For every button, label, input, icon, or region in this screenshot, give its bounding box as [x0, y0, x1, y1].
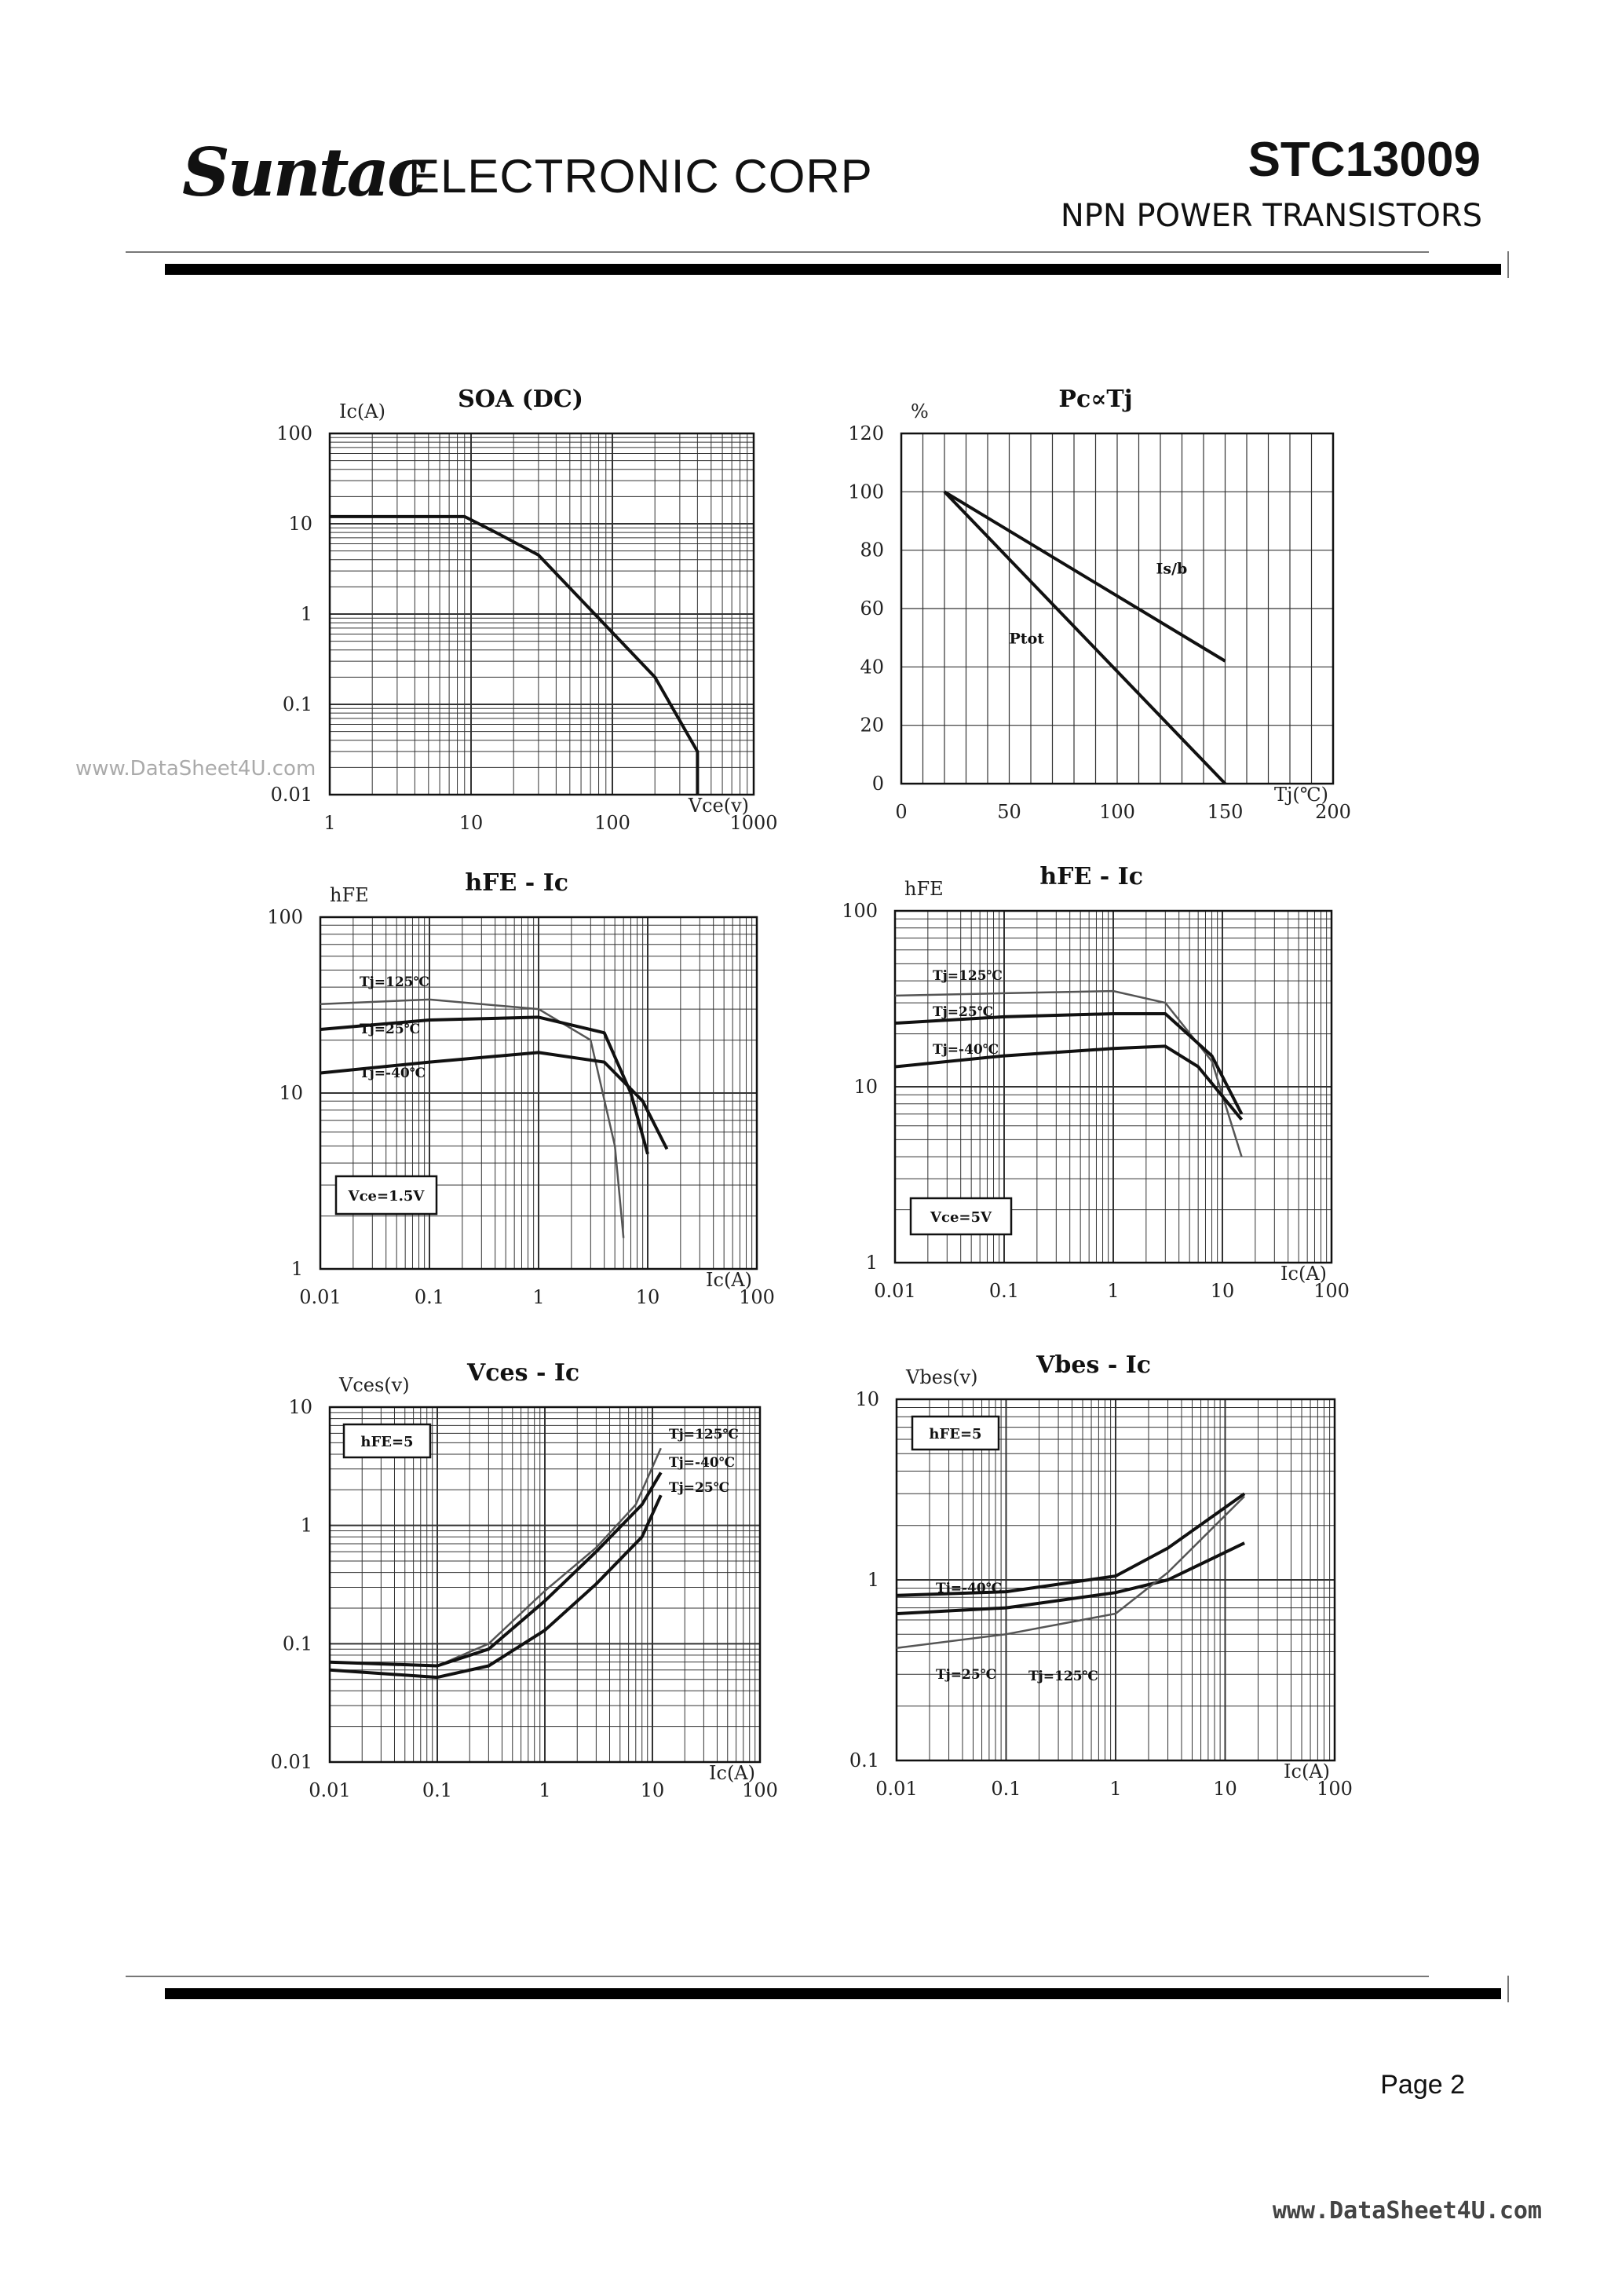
x-axis-label: Ic(A): [1280, 1263, 1327, 1285]
x-tick-label: 10: [1213, 1778, 1237, 1800]
series-label: Tj=-40℃: [669, 1455, 736, 1471]
y-axis-label: %: [911, 400, 929, 422]
x-tick-label: 0: [895, 801, 908, 823]
company-name: ELECTRONIC CORP: [408, 150, 873, 203]
series-label: Tj=125℃: [360, 974, 429, 990]
y-tick-label: 100: [848, 481, 884, 503]
x-tick-label: 100: [594, 812, 630, 834]
y-axis-label: hFE: [904, 878, 944, 900]
x-tick-label: 1: [1109, 1778, 1122, 1800]
series-label: Tj=125℃: [933, 968, 1003, 984]
x-tick-label: 50: [997, 801, 1021, 823]
x-tick-label: 10: [1210, 1280, 1235, 1302]
x-tick-label: 100: [1317, 1778, 1353, 1800]
y-tick-label: 10: [288, 1396, 312, 1418]
series-label: Tj=-40℃: [933, 1042, 999, 1058]
x-tick-label: 0.1: [422, 1779, 453, 1801]
y-tick-label: 1: [300, 603, 312, 625]
y-tick-label: 0.1: [849, 1749, 879, 1771]
chart-hfe_ic_2: [842, 863, 1350, 1302]
chart-vbes_ic: [849, 1351, 1353, 1800]
y-tick-label: 80: [860, 539, 884, 561]
series-label: Tj=25℃: [936, 1667, 997, 1683]
x-tick-label: 100: [1099, 801, 1135, 823]
legend-text: Vce=5V: [930, 1209, 992, 1226]
annotation-label: Is/b: [1156, 560, 1188, 578]
x-axis-label: Ic(A): [709, 1762, 755, 1784]
series-line: [320, 1017, 648, 1153]
y-tick-label: 100: [267, 906, 303, 928]
y-tick-label: 10: [288, 513, 312, 535]
part-number: STC13009: [1248, 133, 1481, 187]
chart-title: Vces - Ic: [467, 1359, 580, 1387]
x-tick-label: 0.01: [309, 1779, 351, 1801]
series-label: Tj=125℃: [1028, 1669, 1098, 1684]
y-tick-label: 0.01: [270, 1751, 312, 1773]
footer-watermark: www.DataSheet4U.com: [1272, 2197, 1542, 2225]
series-label: Tj=25℃: [669, 1480, 730, 1496]
series-line: [944, 492, 1226, 784]
company-logo-script: Suntac: [182, 133, 426, 211]
y-tick-label: 120: [848, 422, 884, 444]
x-tick-label: 10: [458, 812, 484, 834]
x-tick-label: 1: [539, 1779, 551, 1801]
y-tick-label: 60: [860, 598, 884, 620]
page-number: Page 2: [1380, 2070, 1465, 2100]
y-tick-label: 10: [853, 1076, 878, 1098]
x-axis-label: Vce(v): [688, 795, 749, 817]
x-tick-label: 1: [532, 1286, 545, 1308]
y-axis-label: Vbes(v): [906, 1366, 978, 1388]
legend-text: hFE=5: [360, 1434, 414, 1450]
x-axis-label: Tj(℃): [1273, 784, 1328, 806]
y-tick-label: 10: [279, 1082, 303, 1104]
x-axis-label: Ic(A): [1284, 1760, 1330, 1782]
chart-grid: [897, 1399, 1335, 1760]
x-tick-label: 10: [640, 1779, 665, 1801]
series-label: Tj=25℃: [360, 1022, 421, 1037]
product-subtitle: NPN POWER TRANSISTORS: [1060, 198, 1482, 234]
y-axis-label: hFE: [330, 884, 369, 906]
y-tick-label: 0.1: [282, 693, 312, 715]
chart-title: Vbes - Ic: [1036, 1351, 1152, 1379]
y-tick-label: 1: [290, 1258, 303, 1280]
x-tick-label: 1: [1107, 1280, 1120, 1302]
y-tick-label: 0.1: [282, 1632, 312, 1655]
series-line: [330, 1448, 661, 1665]
y-tick-label: 10: [855, 1388, 879, 1410]
y-tick-label: 0: [871, 773, 884, 795]
chart-title: hFE - Ic: [465, 869, 569, 897]
series-line: [330, 1495, 661, 1677]
x-tick-label: 10: [635, 1286, 660, 1308]
chart-title: hFE - Ic: [1039, 863, 1144, 890]
y-tick-label: 100: [276, 422, 312, 444]
series-label: Tj=-40℃: [936, 1581, 1003, 1596]
chart-vces_ic: [271, 1359, 778, 1801]
chart-hfe_ic_1: [267, 869, 775, 1308]
y-axis-label: Ic(A): [339, 400, 385, 422]
x-tick-label: 0.1: [414, 1286, 445, 1308]
side-watermark: www.DataSheet4U.com: [75, 757, 316, 781]
y-axis-label: Vces(v): [339, 1374, 410, 1396]
y-tick-label: 20: [860, 714, 884, 737]
x-tick-label: 0.1: [991, 1778, 1021, 1800]
x-tick-label: 0.1: [988, 1280, 1020, 1302]
series-label: Tj=25℃: [933, 1004, 994, 1020]
legend-text: Vce=1.5V: [348, 1188, 425, 1205]
x-tick-label: 100: [742, 1779, 778, 1801]
chart-grid: [901, 433, 1333, 784]
x-tick-label: 0.01: [875, 1778, 918, 1800]
y-tick-label: 100: [842, 900, 878, 922]
chart-soa: [271, 386, 778, 834]
x-tick-label: 0.01: [874, 1280, 916, 1302]
x-tick-label: 0.01: [299, 1286, 342, 1308]
x-axis-label: Ic(A): [706, 1269, 752, 1291]
annotation-label: Ptot: [1009, 630, 1045, 648]
legend-text: hFE=5: [929, 1426, 982, 1442]
series-label: Tj=-40℃: [360, 1066, 426, 1081]
x-tick-label: 100: [739, 1286, 775, 1308]
x-tick-label: 1000: [729, 812, 778, 834]
chart-pc_tj: [848, 386, 1351, 823]
series-label: Tj=125℃: [669, 1427, 739, 1442]
chart-title: SOA (DC): [458, 386, 583, 413]
x-tick-label: 200: [1315, 801, 1351, 823]
y-tick-label: 0.01: [270, 784, 312, 806]
x-tick-label: 1: [323, 812, 336, 834]
chart-title: Pc∝Tj: [1058, 386, 1133, 413]
x-tick-label: 150: [1207, 801, 1244, 823]
y-tick-label: 1: [300, 1514, 312, 1537]
y-tick-label: 40: [860, 656, 884, 678]
y-tick-label: 1: [867, 1569, 879, 1591]
x-tick-label: 100: [1313, 1280, 1350, 1302]
chart-grid: [320, 917, 757, 1269]
y-tick-label: 1: [865, 1252, 878, 1274]
